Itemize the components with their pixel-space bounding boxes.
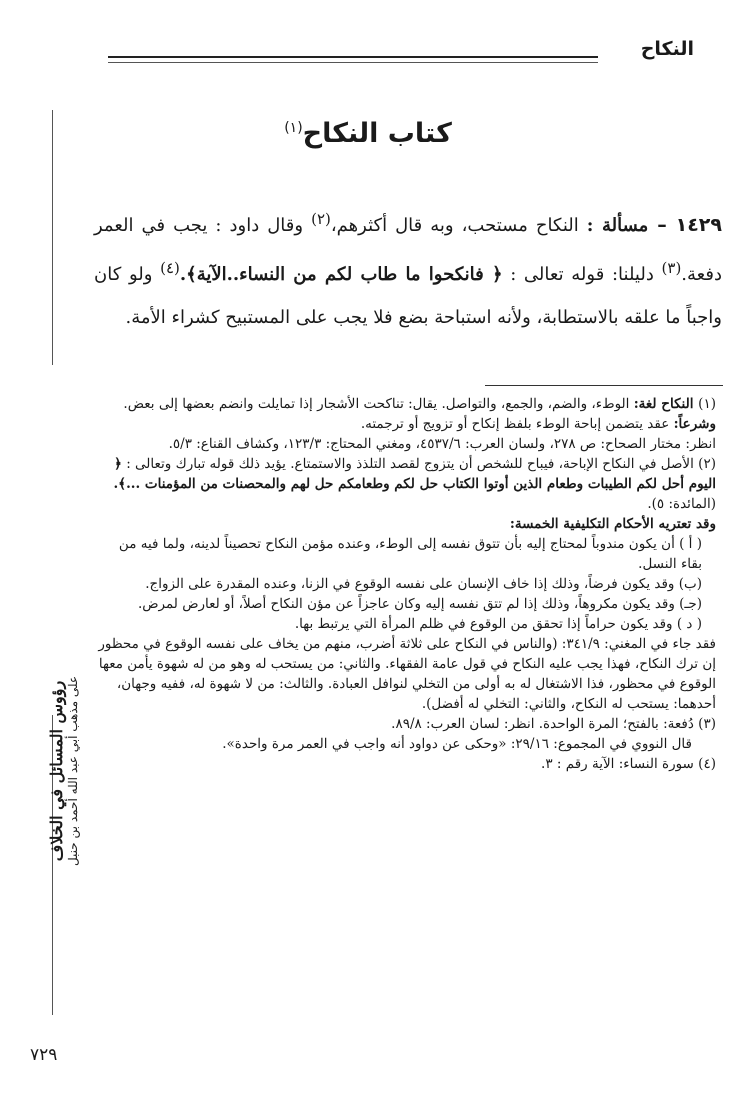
footnote-3 (94, 714, 716, 734)
footnote-rule (485, 385, 723, 386)
footnote-1-number: (١) (698, 396, 716, 412)
side-title-line1: رؤوس المسائل في الخلاف (47, 680, 66, 862)
footnote-3-text: دُفعة: بالفتح؛ المرة الواحدة. انظر: لسان العرب: ٨٩/٨. (391, 716, 699, 732)
footnote-2-rule-b: (ب) وقد يكون فرضاً، وذلك إذا خاف الإنسان على نفسه الوقوع في الزنا، وعنده المقدرة على الزواج. (145, 576, 702, 592)
chapter-title (0, 118, 736, 149)
issue-number: ١٤٢٩ – (648, 214, 722, 236)
footnote-2-rule-c: (جـ) وقد يكون مكروهاً، وذلك إذا لم تتق نفسه إليه وكان عاجزاً عن مؤن النكاح أصلاً، أو لعارض لمرض. (137, 596, 702, 612)
fn-marker-2: (٢) (311, 210, 331, 228)
footnote-3-nawawi: قال النووي في المجموع: ٢٩/١٦: «وحكى عن دواود أنه واجب في العمر مرة واحدة». (222, 736, 692, 752)
footnote-2-verse: ﴿ اليوم أحل لكم الطيبات وطعام الذين أوتوا الكتاب حل لكم وطعامكم حل لهم والمحصنات من المؤمنات ...﴾. (113, 456, 716, 492)
footnote-1-text: الوطء، والضم، والجمع، والتواصل. يقال: تناكحت الأشجار إذا تمايلت وانضم بعضها إلى بعض. (123, 396, 634, 412)
footnote-2-text: الأصل في النكاح الإباحة، فيباح للشخص أن يتزوج لقصد التلذذ والاستمتاع. يؤيد ذلك قوله تبارك وتعالى : (121, 456, 699, 472)
footnote-1-refs: انظر: مختار الصحاح: ص ٢٧٨، ولسان العرب: ٤٥٣٧/٦، ومغني المحتاج: ١٢٣/٣، وكشاف القناع: ٥/٣. (168, 436, 716, 452)
header-rule (108, 56, 598, 63)
chapter-footnote-marker: (١) (284, 120, 303, 136)
footnote-1-shar-lead: وشرعاً: (673, 416, 716, 432)
main-text-b: وقال داود : يجب في العمر دفعة. (94, 215, 722, 285)
footnote-2-rule-d: ( د ) وقد يكون حراماً إذا تحقق من الوقوع في ظلم المرأة التي يرتبط بها. (294, 616, 702, 632)
main-paragraph (94, 198, 722, 339)
footnote-1-shar (94, 414, 716, 434)
chapter-title-text: كتاب النكاح (302, 118, 452, 149)
footnote-2 (94, 454, 716, 514)
main-text-d: ولو كان واجباً ما علقه بالاستطابة، ولأنه استباحة بضع فلا يجب على المستبيح كشراء الأمة. (94, 264, 722, 328)
fn-marker-3: (٣) (661, 259, 682, 277)
footnote-4-text: سورة النساء: الآية رقم : ٣. (541, 756, 699, 772)
footnote-4-number: (٤) (698, 756, 716, 772)
quran-verse: ﴿ فانكحوا ما طاب لكم من النساء..الآية﴾. (179, 264, 503, 285)
issue-label: مسألة : (586, 215, 649, 236)
footnote-4 (94, 754, 716, 774)
footnotes (94, 394, 716, 774)
footnote-2-number: (٢) (698, 456, 716, 472)
main-text-a: النكاح مستحب، وبه قال أكثرهم، (330, 215, 587, 236)
running-header-title: النكاح (640, 38, 694, 60)
fn-marker-4: (٤) (160, 259, 180, 277)
page-number: ٧٢٩ (30, 1045, 58, 1065)
side-title-line2: على مذهب أبي عبد الله أحمد بن حنبل (66, 675, 80, 867)
main-text-c: دليلنا: قوله تعالى : (510, 264, 662, 285)
footnote-1-lead: النكاح لغة: (633, 396, 699, 412)
footnote-1-shar-text: عقد يتضمن إباحة الوطء بلفظ إنكاح أو تزويج أو ترجمته. (360, 416, 674, 432)
footnote-2-rule-a: ( أ ) أن يكون مندوباً لمحتاج إليه بأن تتوق نفسه إلى الوطء، وعنده مؤمن النكاح تحصيناً لدينه، ولما فيه من بقاء النسل. (118, 536, 702, 572)
footnote-1 (94, 394, 716, 414)
side-book-title (49, 556, 81, 986)
footnote-2-mughni: فقد جاء في المغني: ٣٤١/٩: (والناس في النكاح على ثلاثة أضرب، منهم من يخاف على نفسه الوقوع في محظور إن ترك النكاح، فهذا يجب عليه النكاح في قول عامة الفقهاء. والثاني: من يستحب له وهو من له شهوة يأمن معها الوقوع في محظور، فذا الاشتغال له به أولى من التخلي لنوافل العبادة. والثالث: من لا شهوة له، ففيه وجهان، أحدهما: يستحب له النكاح، والثاني: التخلي له أفضل). (98, 636, 716, 712)
footnote-3-number: (٣) (698, 716, 716, 732)
footnote-2-rules-head: وقد تعتريه الأحكام التكليفية الخمسة: (509, 516, 716, 532)
footnote-2-ref: (المائدة: ٥). (647, 496, 716, 512)
